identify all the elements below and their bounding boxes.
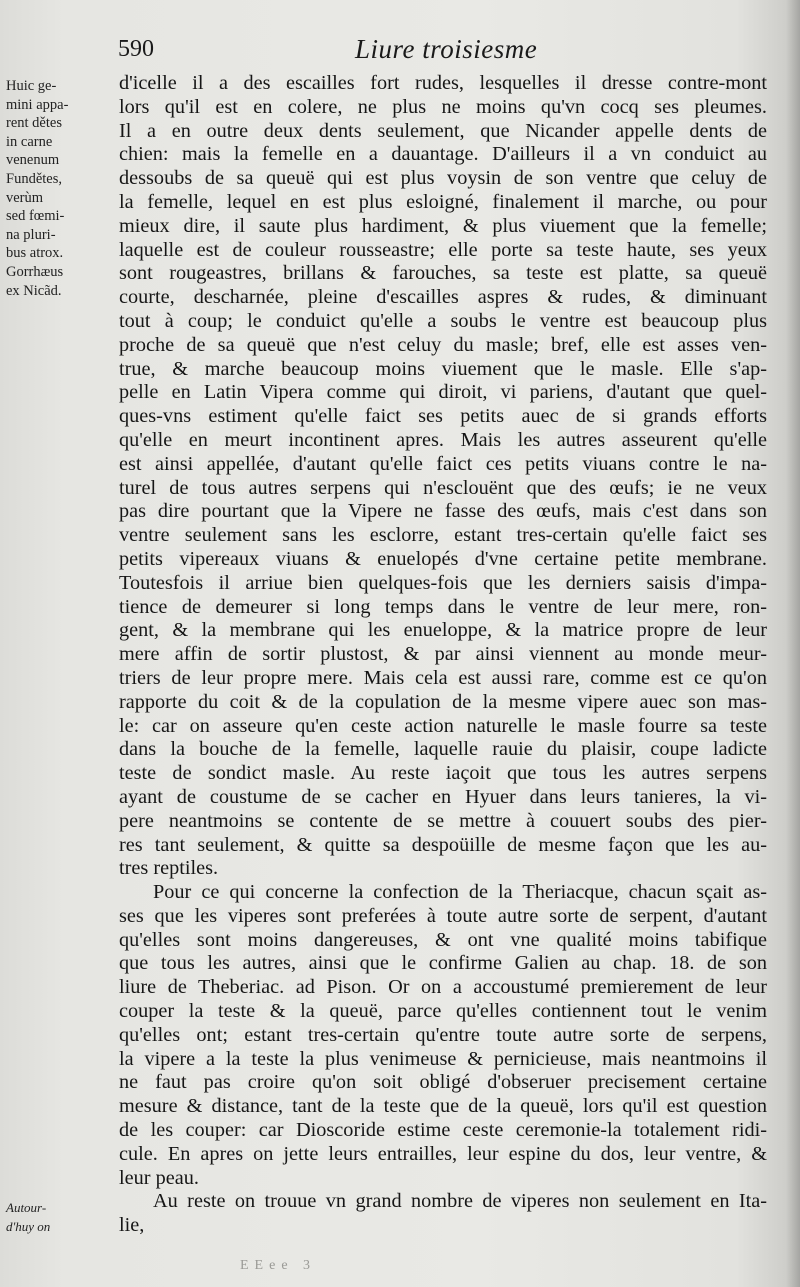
margin-line: ex Nicãd. (6, 282, 62, 299)
margin-line: verùm (6, 189, 44, 206)
margin-line: rent dětes (6, 115, 62, 132)
text-line: ses que les viperes sont preferées à toute autre sorte de serpent, d'autant (119, 904, 767, 927)
text-line: pas dire pourtant que la Vipere ne fasse des œufs, mais c'est dans son (119, 500, 767, 523)
text-line: d'icelle il a des escailles fort rudes, lesquelles il dresse contre-mont (119, 72, 767, 94)
text-line: mieux dire, il saute plus hardiment, & plus viuement que la femelle; (119, 214, 767, 237)
margin-line: d'huy on (6, 1219, 51, 1234)
text-line: que tous les autres, ainsi que le confirme Galien au chap. 18. de son (119, 952, 767, 975)
text-line: sont rougeastres, brillans & farouches, sa teste est platte, sa queuë (119, 262, 767, 285)
text-line: petits vipereaux viuans & enuelopés d'vne certaine petite membrane. (119, 547, 767, 570)
text-line: Pour ce qui concerne la confection de la Theriacque, chacun sçait as- (153, 881, 767, 904)
margin-line: Fundětes, (6, 170, 62, 187)
text-line: lie, (119, 1214, 145, 1237)
page-number: 590 (118, 36, 154, 62)
margin-line: venenum (6, 152, 60, 169)
body-text (119, 72, 767, 1238)
text-line: proche de sa queuë que n'est celuy du masle; bref, elle est asses ven- (119, 333, 767, 356)
margin-line: Gorrhæus (6, 263, 64, 280)
text-line: courte, descharnée, pleine d'escailles aspres & rudes, & diminuant (119, 286, 767, 309)
text-line: liure de Theberiac. ad Pison. Or on a accoustumé premierement de leur (119, 976, 767, 999)
text-line: ayant de coustume de se cacher en Hyuer dans leurs tanieres, la vi- (119, 785, 767, 808)
text-line: qu'elle en meurt incontinent apres. Mais les autres asseurent qu'elle (119, 428, 767, 451)
text-line: Il a en outre deux dents seulement, que Nicander appelle dents de (119, 119, 767, 142)
text-line: res tant seulement, & quitte sa despoüille de mesme façon que les au- (119, 833, 767, 856)
text-line: Au reste on trouue vn grand nombre de viperes non seulement en Ita- (153, 1190, 767, 1213)
text-line: mesure & distance, tant de la teste que de la queuë, lors qu'il est question (119, 1095, 767, 1118)
text-line: tience de demeurer si long temps dans le ventre de leur mere, ron- (119, 595, 767, 618)
text-line: ventre seulement sans les esclorre, estant tres-certain qu'elle faict ses (119, 524, 767, 547)
margin-line: sed fœmi- (6, 208, 65, 225)
text-line: leur peau. (119, 1166, 199, 1189)
text-line: tres reptiles. (119, 857, 219, 880)
text-line: mere affin de sortir plustost, & par ainsi viennent au monde meur- (119, 643, 767, 666)
text-line: couper la teste & la queuë, parce qu'elles contiennent tout le venim (119, 1000, 767, 1023)
text-line: ne faut pas croire qu'on soit obligé d'obseruer precisement certaine (119, 1071, 767, 1094)
text-line: qu'elles ont; estant tres-certain qu'entre toute autre sorte de serpens, (119, 1023, 767, 1046)
margin-line: in carne (6, 133, 53, 150)
text-line: pere neantmoins se contente de se mettre à couuert soubs des pier- (119, 809, 767, 832)
margin-line: bus atrox. (6, 245, 64, 262)
page-edge-shadow (786, 0, 800, 1287)
running-head: Liure troisiesme (355, 34, 538, 64)
text-line: gent, & la membrane qui les enueloppe, & la matrice propre de leur (119, 619, 767, 642)
text-line: rapporte du coit & de la copulation de la mesme vipere auec son mas- (119, 690, 767, 713)
text-line: de les couper: car Dioscoride estime ceste ceremonie-la totalement ridi- (119, 1119, 767, 1142)
text-line: la femelle, lequel en est plus esloigné, finalement il marche, ou pour (119, 190, 767, 213)
text-line: true, & marche beaucoup moins viuement que le masle. Elle s'ap- (119, 357, 767, 380)
text-line: cule. En apres on jette leurs entrailles, leur espine du dos, leur ventre, & (119, 1142, 767, 1165)
text-line: est ainsi appellée, d'autant qu'elle faict ces petits viuans contre le na- (119, 452, 767, 475)
text-line: ques-vns estiment qu'elle faict ses petits auec de si grands efforts (119, 405, 767, 428)
text-line: tout à coup; le conduict qu'elle a soubs le ventre est beaucoup plus (119, 309, 767, 332)
text-line: dessoubs de sa queuë qui est plus voysin de son ventre que celuy de (119, 167, 767, 190)
text-line: triers de leur propre mere. Mais cela est aussi rare, comme est ce qu'on (119, 666, 767, 689)
margin-line: Huic ge- (6, 78, 57, 94)
text-line: lors qu'il est en colere, ne plus ne moins qu'vn cocq ses pleumes. (119, 95, 767, 118)
text-line: laquelle est de couleur rousseastre; elle porte sa teste haute, ses yeux (119, 238, 767, 261)
text-line: turel de tous autres serpens qui n'esclouënt que des œufs; ie ne veux (119, 476, 767, 499)
text-line: dans la bouche de la femelle, laquelle rauie du plaisir, coupe ladicte (119, 738, 767, 761)
text-line: pelle en Latin Vipera comme qui diroit, vi pariens, d'autant que quel- (119, 381, 767, 404)
text-line: qu'elles sont moins dangereuses, & ont vne qualité moins tabifique (119, 928, 767, 951)
margin-line: Autour- (6, 1200, 47, 1215)
signature-mark: EEee 3 (240, 1258, 317, 1273)
text-line: Toutesfois il arriue bien quelques-fois que les derniers saisis d'impa- (119, 571, 767, 594)
page-header (110, 30, 760, 70)
margin-line: mini appa- (6, 96, 69, 113)
text-line: chien: mais la femelle en a dauantage. D'ailleurs il a vn conduict au (119, 143, 767, 166)
text-line: le: car on asseure qu'en ceste action naturelle le masle fourre sa teste (119, 714, 767, 737)
text-line: teste de sondict masle. Au reste iaçoit que tous les autres serpens (119, 762, 767, 785)
margin-line: na pluri- (6, 226, 56, 243)
margin-note-gorrhaeus (6, 77, 114, 300)
margin-note-bottom (6, 1198, 114, 1236)
text-line: la vipere a la teste la plus venimeuse & pernicieuse, mais neantmoins il (119, 1047, 767, 1070)
